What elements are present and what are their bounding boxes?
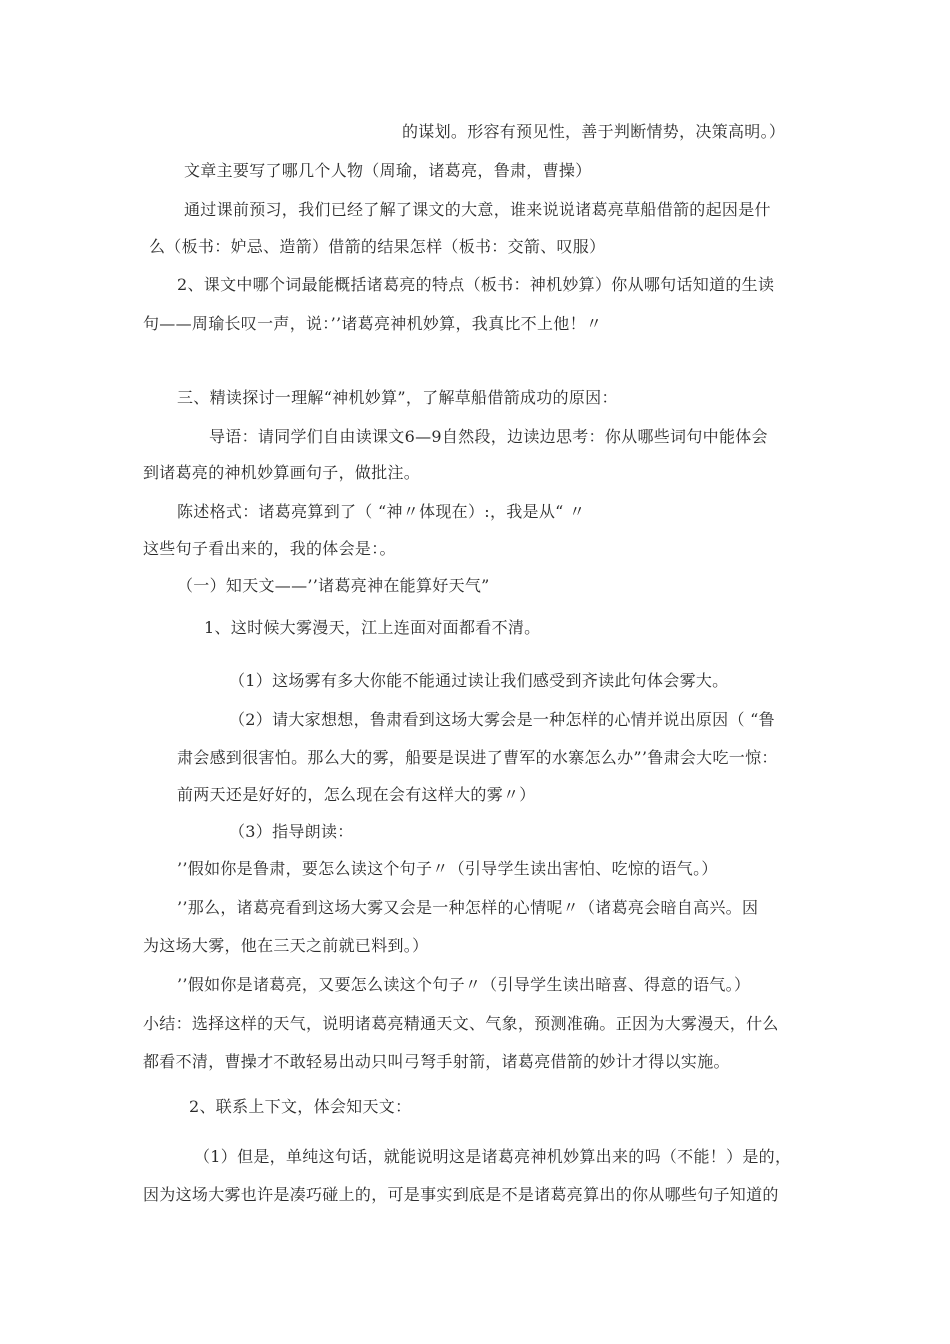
text-line: （1）这场雾有多大你能不能通过读让我们感受到齐读此句体会雾大。 bbox=[229, 671, 729, 690]
text-line: 1、这时候大雾漫天，江上连面对面都看不清。 bbox=[204, 618, 541, 637]
text-line: 么（板书：妒忌、造箭）借箭的结果怎样（板书：交箭、叹服） bbox=[149, 237, 606, 256]
text-line: 陈述格式：诸葛亮算到了（ “神〃体现在）:，我是从“ 〃 bbox=[177, 502, 586, 521]
section-heading: 三、精读探讨一理解“神机妙算”，了解草船借箭成功的原因： bbox=[177, 388, 618, 407]
text-line: 文章主要写了哪几个人物（周瑜，诸葛亮，鲁肃，曹操） bbox=[184, 161, 592, 180]
text-line: 因为这场大雾也许是凑巧碰上的，可是事实到底是不是诸葛亮算出的你从哪些句子知道的 bbox=[143, 1185, 779, 1204]
text-line: 句——周瑜长叹一声，说：’’诸葛亮神机妙算，我真比不上他！〃 bbox=[143, 314, 603, 333]
text-line: （3）指导朗读： bbox=[229, 822, 354, 841]
text-line: 为这场大雾，他在三天之前就已料到。） bbox=[143, 936, 429, 955]
text-line: 导语：请同学们自由读课文6—9自然段，边读边思考：你从哪些词句中能体会 bbox=[209, 427, 768, 446]
text-line: 肃会感到很害怕。那么大的雾，船要是误进了曹军的水寨怎么办”’鲁肃会大吃一惊： bbox=[177, 748, 778, 767]
text-line: 前两天还是好好的，怎么现在会有这样大的雾〃） bbox=[177, 785, 536, 804]
text-line: （2）请大家想想，鲁肃看到这场大雾会是一种怎样的心情并说出原因（ “鲁 bbox=[229, 710, 775, 729]
text-line: 都看不清，曹操才不敢轻易出动只叫弓弩手射箭，诸葛亮借箭的妙计才得以实施。 bbox=[143, 1052, 730, 1071]
text-line: 2、课文中哪个词最能概括诸葛亮的特点（板书：神机妙算）你从哪句话知道的生读 bbox=[177, 275, 775, 294]
text-line: ’’那么，诸葛亮看到这场大雾又会是一种怎样的心情呢〃（诸葛亮会暗自高兴。因 bbox=[177, 898, 759, 917]
text-line: ’’假如你是诸葛亮，又要怎么读这个句子〃（引导学生读出暗喜、得意的语气。） bbox=[177, 975, 751, 994]
text-line: 通过课前预习，我们已经了解了课文的大意，谁来说说诸葛亮草船借箭的起因是什 bbox=[184, 200, 771, 219]
text-line: 的谋划。形容有预见性，善于判断情势，决策高明。） bbox=[402, 122, 786, 141]
text-line: ’’假如你是鲁肃，要怎么读这个句子〃（引导学生读出害怕、吃惊的语气。） bbox=[177, 859, 718, 878]
text-line: 小结：选择这样的天气，说明诸葛亮精通天文、气象，预测准确。正因为大雾漫天，什么 bbox=[143, 1014, 779, 1033]
subsection-heading: （一）知天文——’’诸葛亮神在能算好天气” bbox=[177, 576, 490, 595]
text-line: 这些句子看出来的，我的体会是：。 bbox=[143, 539, 396, 558]
text-line: 到诸葛亮的神机妙算画句子，做批注。 bbox=[143, 463, 421, 482]
text-line: （1）但是，单纯这句话，就能说明这是诸葛亮神机妙算出来的吗（不能！）是的， bbox=[194, 1147, 792, 1166]
text-line: 2、联系上下文，体会知天文： bbox=[189, 1097, 412, 1116]
